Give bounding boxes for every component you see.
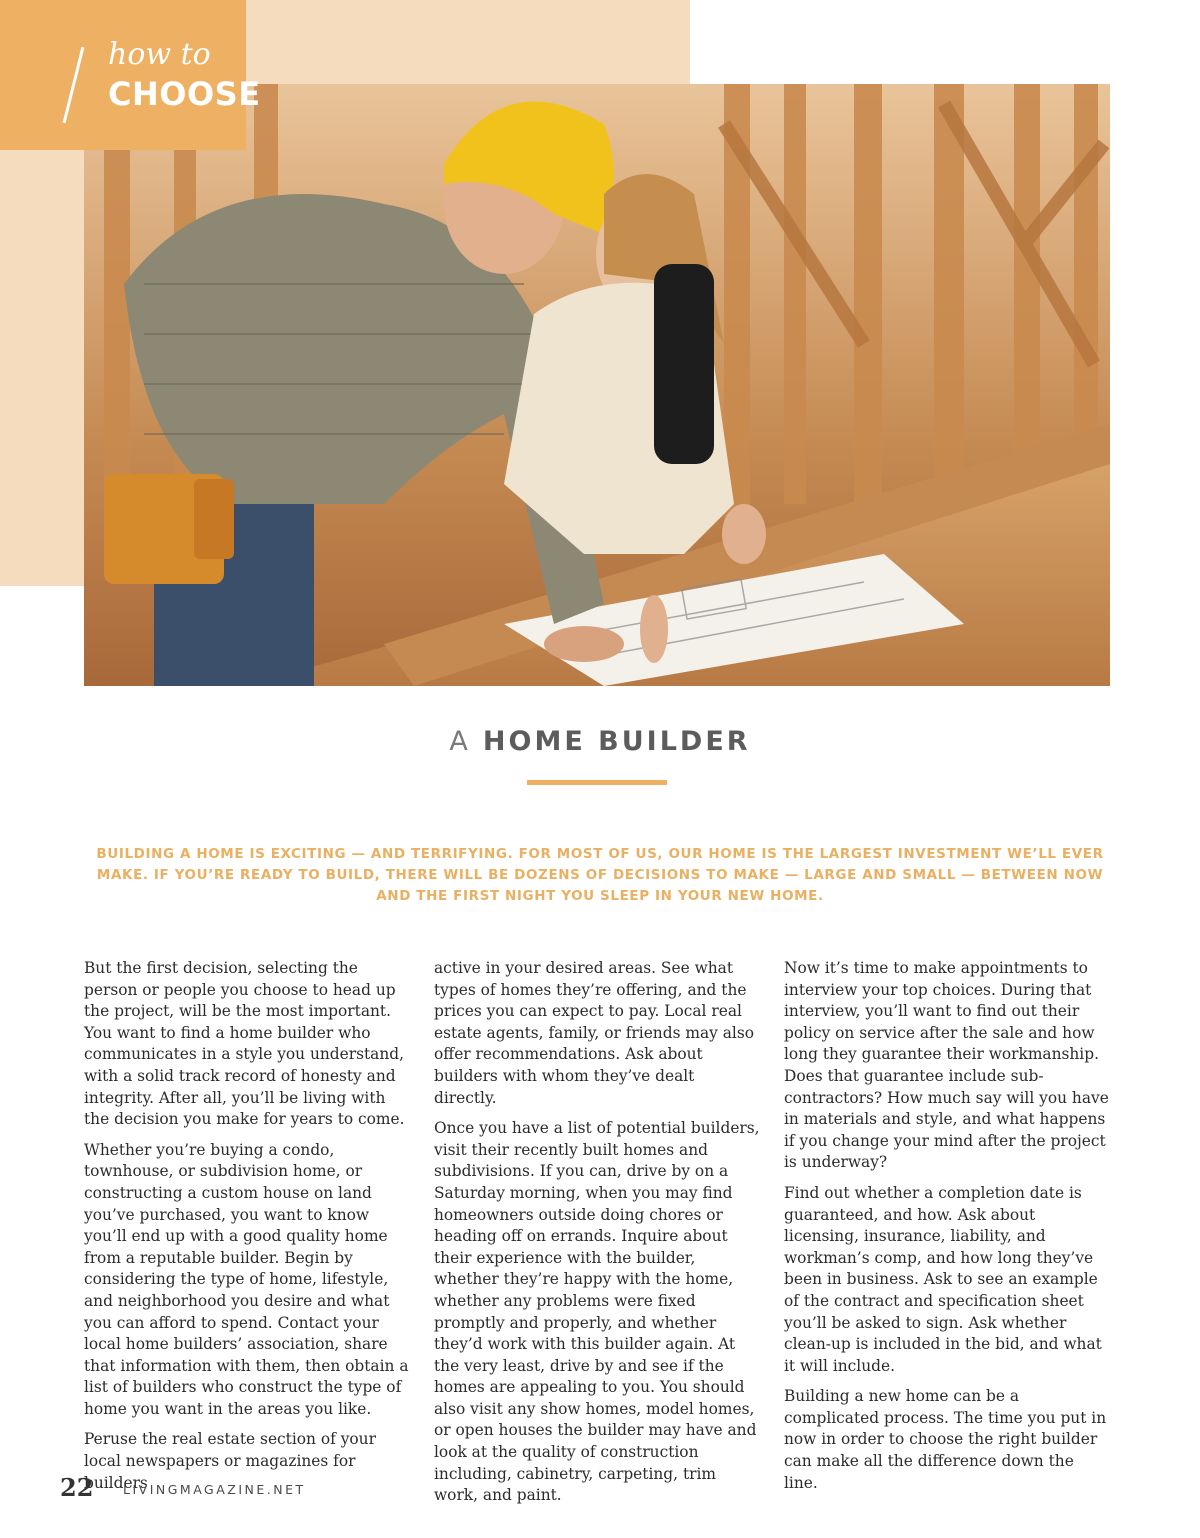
title-rule xyxy=(527,780,667,785)
article-title-prefix: A xyxy=(449,726,471,757)
section-tag-howto: how to xyxy=(108,37,211,72)
paragraph: active in your desired areas. See what types of homes they’re offering, and the prices you can expect to pay. Local real estate agents, family, or friends may also offer recommendations. Ask about builders with whom they’ve dealt directly. xyxy=(434,959,754,1107)
column-1 xyxy=(84,958,410,1503)
column-2 xyxy=(434,958,760,1516)
paragraph: Find out whether a completion date is guaranteed, and how. Ask about licensing, insurance, liability, and workman’s comp, and how long they’ve been in business. Ask to see an example of the contract and specification sheet you’ll be asked to sign. Ask whether clean-up is included in the bid, and what it will include. xyxy=(784,1183,1102,1375)
photo-illustration xyxy=(84,84,1110,686)
paragraph: Peruse the real estate section of your local newspapers or magazines for builders xyxy=(84,1430,376,1492)
paragraph: Building a new home can be a complicated process. The time you put in now in order to choose the right builder can make all the difference down the line. xyxy=(784,1387,1107,1492)
section-tag-choose: CHOOSE xyxy=(108,75,261,113)
article-title xyxy=(0,726,1200,757)
column-3 xyxy=(784,958,1110,1503)
article-title-main: HOME BUILDER xyxy=(482,726,751,757)
paragraph: But the first decision, selecting the person or people you choose to head up the project, will be the most important. You want to find a home builder who communicates in a style you understand, with a solid track record of honesty and integrity. After all, you’ll be living with the decision you make for years to come. xyxy=(84,959,405,1129)
slash-decoration xyxy=(63,47,85,123)
page-number: 22 xyxy=(60,1473,94,1502)
paragraph: Whether you’re buying a condo, townhouse, or subdivision home, or constructing a custom house on land you’ve purchased, you want to know you’ll end up with a good quality home from a reputable builder. Begin by considering the type of home, lifestyle, and neighborhood you desire and what you can afford to spend. Contact your local home builders’ association, share that information with them, then obtain a list of builders who construct the type of home you want in the areas you like. xyxy=(84,1140,409,1418)
construction-photo xyxy=(84,84,1110,686)
side-peach-band xyxy=(0,84,84,586)
article-intro: BUILDING A HOME IS EXCITING — AND TERRIFYING. FOR MOST OF US, OUR HOME IS THE LARGEST INVESTMENT WE’LL EVER MAKE. IF YOU’RE READY TO BUILD, THERE WILL BE DOZENS OF DECISIONS TO MAKE — LARGE AND SMALL — BETWEEN NOW AND THE FIRST NIGHT YOU SLEEP IN YOUR NEW HOME. xyxy=(96,846,1104,904)
section-tag xyxy=(0,0,261,150)
paragraph: Now it’s time to make appointments to interview your top choices. During that interview, you’ll want to find out their policy on service after the sale and how long they guarantee their workmanship. Does that guarantee include sub-contractors? How much say will you have in materials and style, and what happens if you change your mind after the project is underway? xyxy=(784,959,1109,1172)
footer-site: LIVINGMAGAZINE.NET xyxy=(123,1482,306,1497)
paragraph: Once you have a list of potential builders, visit their recently built homes and subdivisions. If you can, drive by on a Saturday morning, when you may find homeowners outside doing chores or heading off on errands. Inquire about their experience with the builder, whether they’re happy with the home, whether any problems were fixed promptly and properly, and whether they’d work with this builder again. At the very least, drive by and see if the homes are appealing to you. You should also visit any show homes, model homes, or open houses the builder may have and look at the quality of construction including, cabinetry, carpeting, trim work, and paint. xyxy=(434,1119,760,1505)
